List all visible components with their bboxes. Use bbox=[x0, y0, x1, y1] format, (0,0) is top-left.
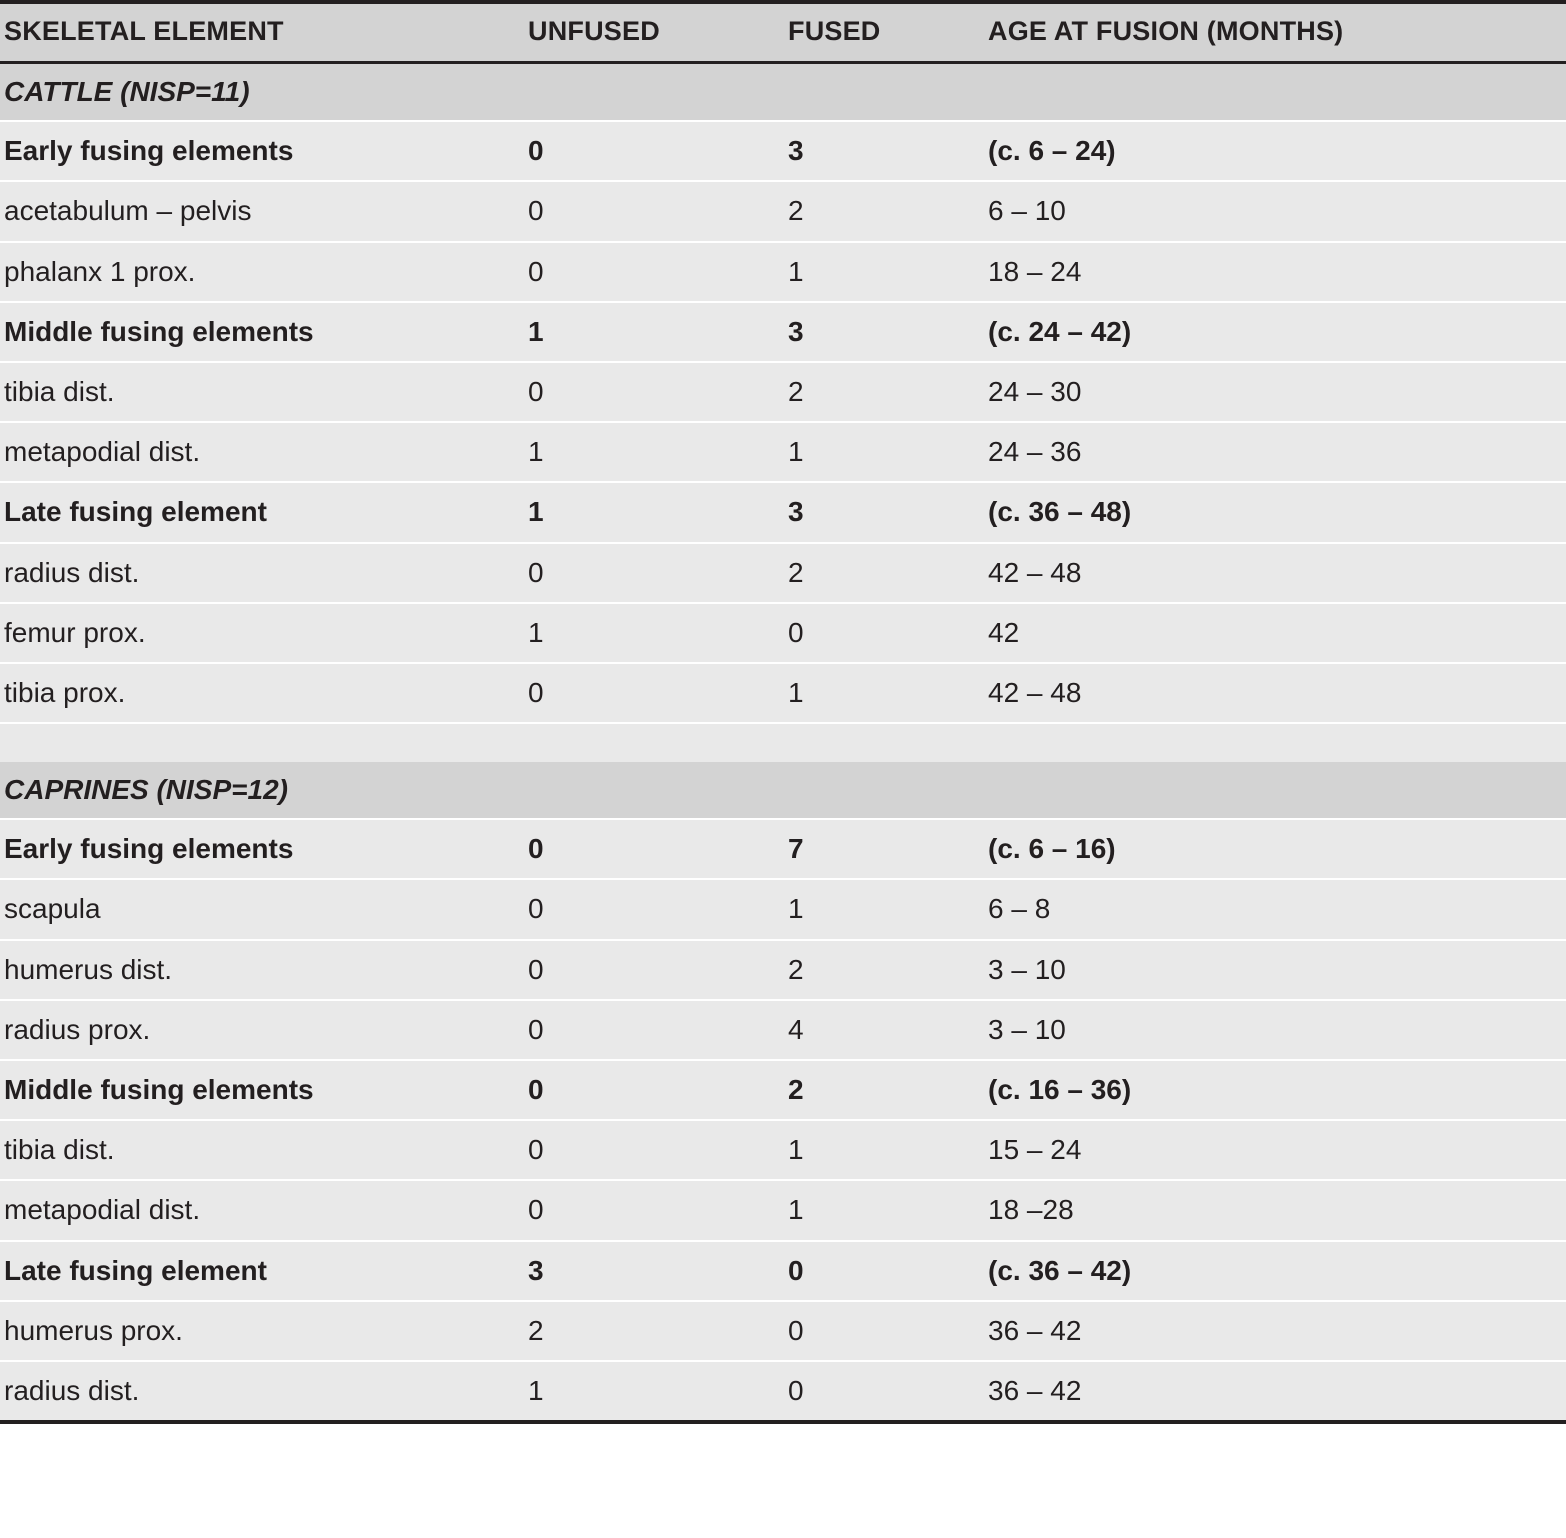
cell-age-at-fusion: 18 –28 bbox=[980, 1180, 1566, 1240]
cell-skeletal-element: phalanx 1 prox. bbox=[0, 242, 520, 302]
cell-unfused: 0 bbox=[520, 663, 780, 723]
cell-age-at-fusion: 3 – 10 bbox=[980, 1000, 1566, 1060]
cell-skeletal-element: tibia prox. bbox=[0, 663, 520, 723]
cell-unfused: 0 bbox=[520, 1000, 780, 1060]
cell-age-at-fusion: (c. 36 – 48) bbox=[980, 482, 1566, 542]
table-row bbox=[0, 1361, 1566, 1422]
cell-unfused: 1 bbox=[520, 422, 780, 482]
table-row bbox=[0, 603, 1566, 663]
table-row bbox=[0, 181, 1566, 241]
cell-age-at-fusion: 3 – 10 bbox=[980, 940, 1566, 1000]
cell-age-at-fusion: 6 – 10 bbox=[980, 181, 1566, 241]
spacer-cell bbox=[0, 723, 1566, 762]
cell-age-at-fusion: 24 – 30 bbox=[980, 362, 1566, 422]
cell-fused: 2 bbox=[780, 181, 980, 241]
cell-fused: 3 bbox=[780, 121, 980, 181]
cell-skeletal-element: tibia dist. bbox=[0, 362, 520, 422]
cell-skeletal-element: Middle fusing elements bbox=[0, 302, 520, 362]
cell-unfused: 0 bbox=[520, 242, 780, 302]
cell-age-at-fusion: 18 – 24 bbox=[980, 242, 1566, 302]
cell-fused: 1 bbox=[780, 1180, 980, 1240]
cell-skeletal-element: Late fusing element bbox=[0, 482, 520, 542]
table-row-group bbox=[0, 1060, 1566, 1120]
cell-unfused: 1 bbox=[520, 1361, 780, 1422]
cell-fused: 0 bbox=[780, 1241, 980, 1301]
table-header bbox=[0, 2, 1566, 63]
cell-fused: 1 bbox=[780, 1120, 980, 1180]
table-row bbox=[0, 940, 1566, 1000]
column-header-fused: FUSED bbox=[780, 2, 980, 63]
table-row bbox=[0, 1000, 1566, 1060]
table-row bbox=[0, 1120, 1566, 1180]
table-row bbox=[0, 663, 1566, 723]
cell-fused: 0 bbox=[780, 603, 980, 663]
table-row bbox=[0, 543, 1566, 603]
table-row-group bbox=[0, 819, 1566, 879]
cell-unfused: 0 bbox=[520, 181, 780, 241]
cell-unfused: 1 bbox=[520, 302, 780, 362]
table-row bbox=[0, 1301, 1566, 1361]
column-header-unfused: UNFUSED bbox=[520, 2, 780, 63]
cell-unfused: 0 bbox=[520, 1180, 780, 1240]
cell-age-at-fusion: 15 – 24 bbox=[980, 1120, 1566, 1180]
cell-age-at-fusion: 6 – 8 bbox=[980, 879, 1566, 939]
cell-age-at-fusion: 42 – 48 bbox=[980, 663, 1566, 723]
cell-age-at-fusion: (c. 6 – 16) bbox=[980, 819, 1566, 879]
table-row bbox=[0, 242, 1566, 302]
column-header-age-at-fusion: AGE AT FUSION (MONTHS) bbox=[980, 2, 1566, 63]
cell-unfused: 2 bbox=[520, 1301, 780, 1361]
table-section-header bbox=[0, 762, 1566, 819]
cell-age-at-fusion: 36 – 42 bbox=[980, 1361, 1566, 1422]
cell-fused: 2 bbox=[780, 1060, 980, 1120]
cell-skeletal-element: Early fusing elements bbox=[0, 121, 520, 181]
cell-unfused: 0 bbox=[520, 940, 780, 1000]
cell-skeletal-element: acetabulum – pelvis bbox=[0, 181, 520, 241]
cell-fused: 2 bbox=[780, 362, 980, 422]
cell-age-at-fusion: (c. 36 – 42) bbox=[980, 1241, 1566, 1301]
cell-fused: 2 bbox=[780, 543, 980, 603]
cell-fused: 4 bbox=[780, 1000, 980, 1060]
cell-skeletal-element: humerus prox. bbox=[0, 1301, 520, 1361]
cell-fused: 7 bbox=[780, 819, 980, 879]
cell-skeletal-element: femur prox. bbox=[0, 603, 520, 663]
cell-fused: 3 bbox=[780, 482, 980, 542]
cell-skeletal-element: humerus dist. bbox=[0, 940, 520, 1000]
table-section-header bbox=[0, 63, 1566, 122]
cell-unfused: 0 bbox=[520, 1060, 780, 1120]
cell-age-at-fusion: (c. 6 – 24) bbox=[980, 121, 1566, 181]
cell-unfused: 1 bbox=[520, 482, 780, 542]
cell-fused: 0 bbox=[780, 1361, 980, 1422]
cell-fused: 1 bbox=[780, 879, 980, 939]
cell-fused: 2 bbox=[780, 940, 980, 1000]
cell-skeletal-element: tibia dist. bbox=[0, 1120, 520, 1180]
cell-unfused: 1 bbox=[520, 603, 780, 663]
cell-age-at-fusion: (c. 24 – 42) bbox=[980, 302, 1566, 362]
cell-age-at-fusion: (c. 16 – 36) bbox=[980, 1060, 1566, 1120]
cell-age-at-fusion: 42 – 48 bbox=[980, 543, 1566, 603]
cell-unfused: 0 bbox=[520, 362, 780, 422]
cell-skeletal-element: Early fusing elements bbox=[0, 819, 520, 879]
section-title: CAPRINES (NISP=12) bbox=[0, 762, 1566, 819]
cell-fused: 1 bbox=[780, 422, 980, 482]
cell-fused: 1 bbox=[780, 242, 980, 302]
cell-unfused: 0 bbox=[520, 121, 780, 181]
section-title: CATTLE (NISP=11) bbox=[0, 63, 1566, 122]
table-row-group bbox=[0, 302, 1566, 362]
section-spacer bbox=[0, 723, 1566, 762]
cell-skeletal-element: Middle fusing elements bbox=[0, 1060, 520, 1120]
table-row bbox=[0, 422, 1566, 482]
table-row-group bbox=[0, 121, 1566, 181]
cell-fused: 1 bbox=[780, 663, 980, 723]
cell-fused: 3 bbox=[780, 302, 980, 362]
cell-age-at-fusion: 42 bbox=[980, 603, 1566, 663]
cell-unfused: 0 bbox=[520, 819, 780, 879]
table-row-group bbox=[0, 1241, 1566, 1301]
cell-skeletal-element: scapula bbox=[0, 879, 520, 939]
cell-skeletal-element: radius prox. bbox=[0, 1000, 520, 1060]
cell-unfused: 0 bbox=[520, 1120, 780, 1180]
cell-skeletal-element: Late fusing element bbox=[0, 1241, 520, 1301]
cell-unfused: 3 bbox=[520, 1241, 780, 1301]
cell-age-at-fusion: 36 – 42 bbox=[980, 1301, 1566, 1361]
column-header-skeletal-element: SKELETAL ELEMENT bbox=[0, 2, 520, 63]
cell-unfused: 0 bbox=[520, 543, 780, 603]
header-row bbox=[0, 2, 1566, 63]
cell-skeletal-element: metapodial dist. bbox=[0, 422, 520, 482]
cell-skeletal-element: radius dist. bbox=[0, 543, 520, 603]
table-row bbox=[0, 879, 1566, 939]
table-row bbox=[0, 1180, 1566, 1240]
cell-age-at-fusion: 24 – 36 bbox=[980, 422, 1566, 482]
cell-skeletal-element: radius dist. bbox=[0, 1361, 520, 1422]
table-row-group bbox=[0, 482, 1566, 542]
table-body bbox=[0, 63, 1566, 1423]
cell-skeletal-element: metapodial dist. bbox=[0, 1180, 520, 1240]
cell-fused: 0 bbox=[780, 1301, 980, 1361]
cell-unfused: 0 bbox=[520, 879, 780, 939]
table-row bbox=[0, 362, 1566, 422]
